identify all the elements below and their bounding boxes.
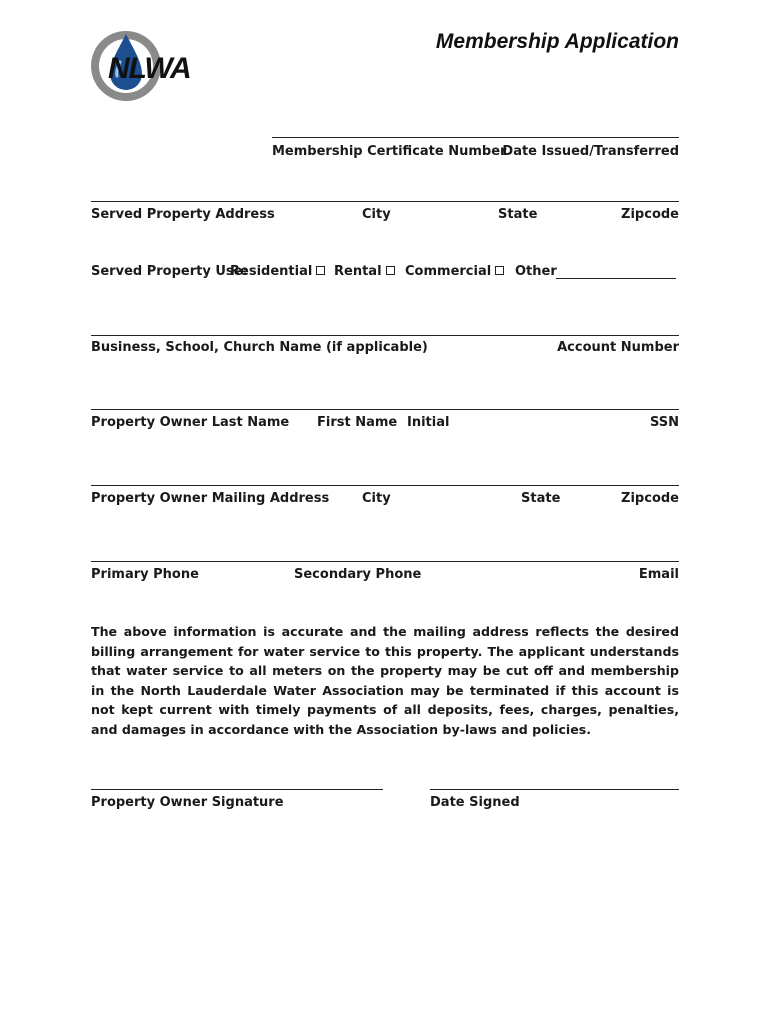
contact-line xyxy=(91,561,679,562)
mailing-zip-label: Zipcode xyxy=(621,491,679,506)
option-commercial[interactable] xyxy=(405,264,504,279)
commercial-checkbox[interactable] xyxy=(495,266,504,275)
nlwa-logo xyxy=(86,28,216,108)
served-state-label: State xyxy=(498,207,538,222)
mailing-state-label: State xyxy=(521,491,561,506)
other-label: Other xyxy=(515,264,557,279)
mailing-address-label: Property Owner Mailing Address xyxy=(91,491,330,506)
mailing-line xyxy=(91,485,679,486)
option-commercial-label: Commercial xyxy=(405,264,492,279)
date-issued-label: Date Issued/Transferred xyxy=(502,144,679,159)
owner-ssn-label: SSN xyxy=(649,415,679,430)
option-rental[interactable] xyxy=(334,264,395,279)
date-signed-label: Date Signed xyxy=(430,795,520,810)
option-residential-label: Residential xyxy=(230,264,313,279)
owner-signature-label: Property Owner Signature xyxy=(91,795,284,810)
certificate-number-label: Membership Certificate Number xyxy=(272,144,507,159)
page-title: Membership Application xyxy=(435,30,679,53)
mailing-city-label: City xyxy=(362,491,391,506)
other-input-line[interactable] xyxy=(556,278,676,279)
served-address-label: Served Property Address xyxy=(91,207,275,222)
logo-text: NLWA xyxy=(108,52,191,85)
owner-initial-label: Initial xyxy=(407,415,450,430)
account-number-label: Account Number xyxy=(557,340,679,355)
statement-paragraph: The above information is accurate and the mailing address reflects the desired billing arrangement for water service to this property. The applicant understands that water service to all meters on the property may be cut off and membership in the North Lauderdale Water Association may be terminated if this account is not kept current with timely payments of all deposits, fees, charges, penalties, and damages in accordance with the Association by-laws and policies. xyxy=(91,624,679,737)
owner-last-name-label: Property Owner Last Name xyxy=(91,415,290,430)
secondary-phone-label: Secondary Phone xyxy=(294,567,422,582)
served-address-line xyxy=(91,201,679,202)
signature-line[interactable] xyxy=(91,789,383,790)
residential-checkbox[interactable] xyxy=(316,266,325,275)
rental-checkbox[interactable] xyxy=(386,266,395,275)
served-zip-label: Zipcode xyxy=(621,207,679,222)
option-rental-label: Rental xyxy=(334,264,382,279)
owner-line xyxy=(91,409,679,410)
primary-phone-label: Primary Phone xyxy=(91,567,199,582)
email-label: Email xyxy=(638,567,679,582)
option-residential[interactable] xyxy=(230,264,325,279)
property-use-label: Served Property Use: xyxy=(91,264,248,279)
owner-first-name-label: First Name xyxy=(317,415,398,430)
date-signed-line[interactable] xyxy=(430,789,679,790)
business-name-label: Business, School, Church Name (if applicable) xyxy=(91,340,428,355)
served-city-label: City xyxy=(362,207,391,222)
certificate-line xyxy=(272,137,679,138)
business-line xyxy=(91,335,679,336)
